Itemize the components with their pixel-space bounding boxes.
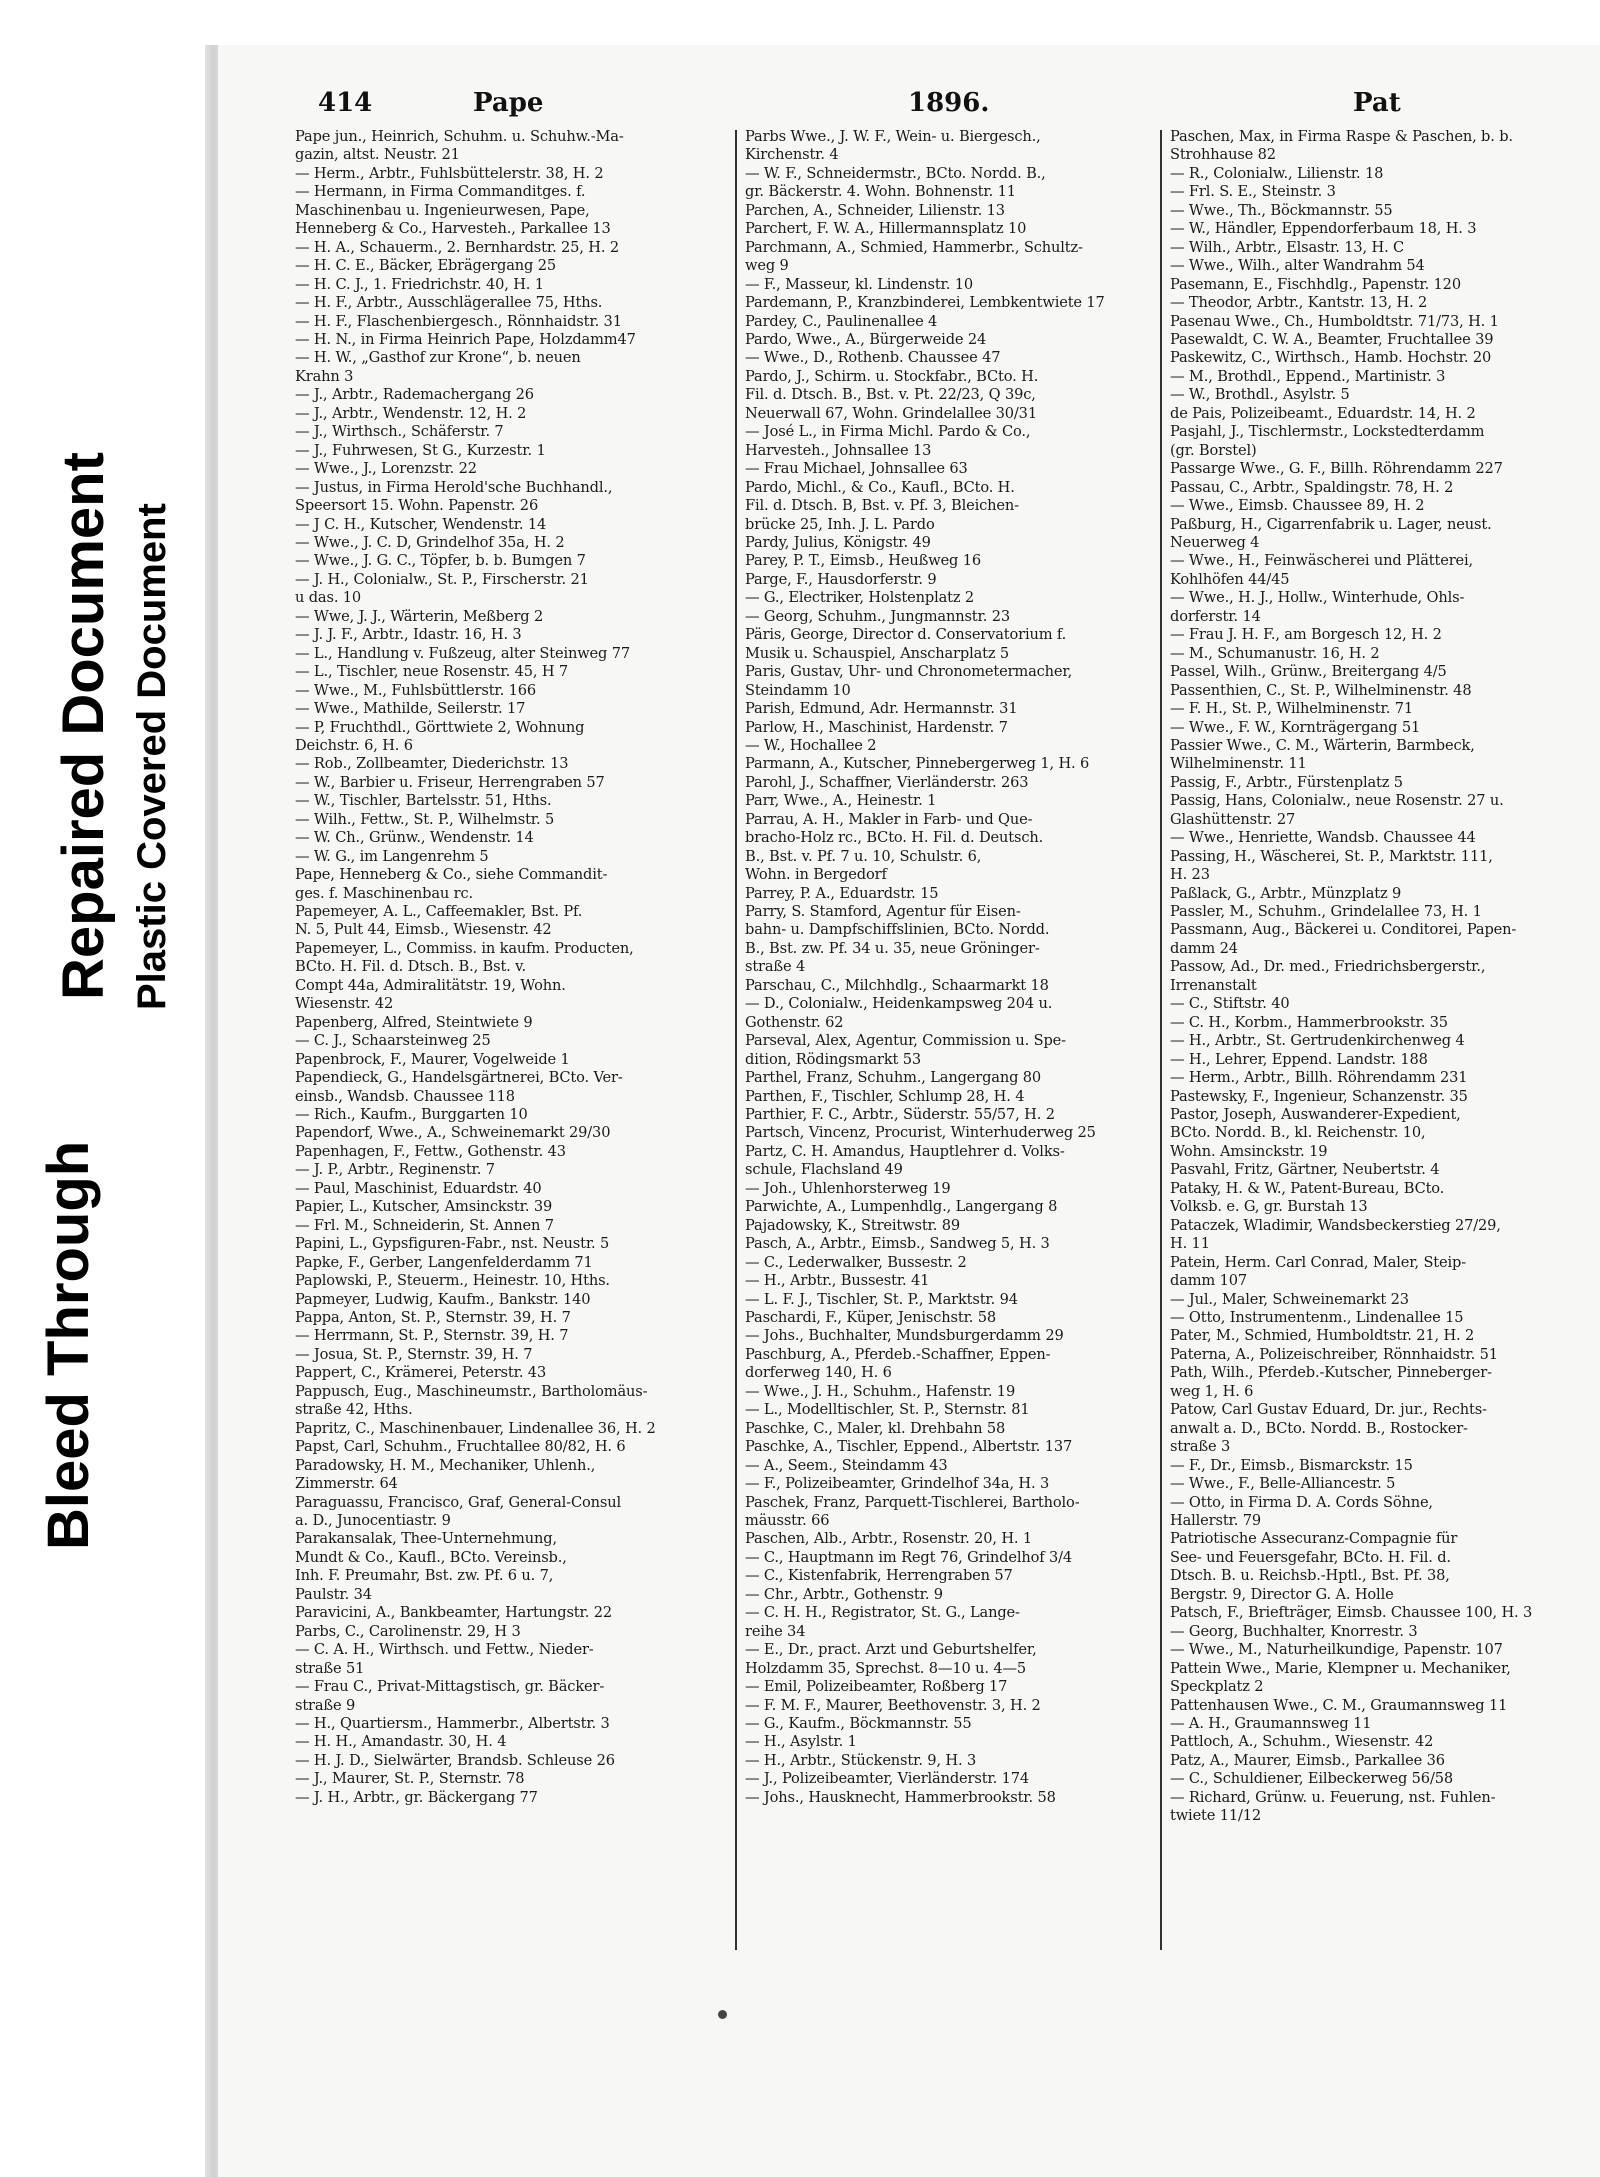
directory-entry-line: Pappusch, Eug., Maschineumstr., Bartholomäus- (295, 1382, 648, 1400)
directory-entry-line: Parseval, Alex, Agentur, Commission u. Spe- (745, 1032, 1066, 1050)
directory-entry-line: — Wilh., Arbtr., Elsastr. 13, H. C (1170, 238, 1405, 256)
directory-entry-line: Pape, Henneberg & Co., siehe Commandit- (295, 866, 608, 884)
directory-entry-line: Passing, H., Wäscherei, St. P., Marktstr. 111, (1170, 847, 1493, 865)
directory-entry-line: Papritz, C., Maschinenbauer, Lindenallee 36, H. 2 (295, 1419, 656, 1437)
directory-entry-line: Papemeyer, A. L., Caffeemakler, Bst. Pf. (295, 903, 583, 921)
directory-entry-line: — H., Arbtr., Stückenstr. 9, H. 3 (745, 1751, 977, 1769)
directory-entry-line: Wilhelminenstr. 11 (1170, 755, 1307, 773)
directory-entry-line: — L., Modelltischler, St. P., Sternstr. 81 (745, 1401, 1030, 1419)
directory-entry-line: — W., Händler, Eppendorferbaum 18, H. 3 (1170, 220, 1477, 238)
directory-entry-line: Pardey, C., Paulinenallee 4 (745, 312, 938, 330)
directory-entry-line: — H. F., Arbtr., Ausschlägerallee 75, Hths. (295, 294, 603, 312)
column-right (1170, 128, 1575, 1826)
directory-entry-line: Paßlack, G., Arbtr., Münzplatz 9 (1170, 884, 1402, 902)
directory-entry-line: — Wwe., M., Naturheilkundige, Papenstr. 107 (1170, 1641, 1503, 1659)
directory-entry-line: — H., Lehrer, Eppend. Landstr. 188 (1170, 1050, 1428, 1068)
directory-entry-line: Wiesenstr. 42 (295, 995, 394, 1013)
directory-entry-line: — C. H., Korbm., Hammerbrookstr. 35 (1170, 1013, 1448, 1031)
directory-entry-line: — Georg, Schuhm., Jungmannstr. 23 (745, 607, 1010, 625)
directory-entry-line: — H., Quartiersm., Hammerbr., Albertstr. 3 (295, 1714, 610, 1732)
directory-entry-line: — W., Barbier u. Friseur, Herrengraben 57 (295, 773, 605, 791)
directory-entry-line: Parthel, Franz, Schuhm., Langergang 80 (745, 1069, 1042, 1087)
directory-entry-line: — Frl. S. E., Steinstr. 3 (1170, 183, 1336, 201)
directory-entry-line: Passmann, Aug., Bäckerei u. Conditorei, Papen- (1170, 921, 1517, 939)
directory-entry-line: — Chr., Arbtr., Gothenstr. 9 (745, 1585, 943, 1603)
directory-entry-line: — Otto, Instrumentenm., Lindenallee 15 (1170, 1309, 1464, 1326)
directory-entry-line: de Pais, Polizeibeamt., Eduardstr. 14, H. 2 (1170, 404, 1476, 422)
directory-entry-line: bracho-Holz rc., BCto. H. Fil. d. Deutsch. (745, 829, 1044, 847)
directory-entry-line: Krahn 3 (295, 367, 354, 385)
directory-entry-line: — D., Colonialw., Heidenkampsweg 204 u. (745, 995, 1053, 1013)
directory-entry-line: — Georg, Buchhalter, Knorrestr. 3 (1170, 1622, 1418, 1640)
directory-entry-line: — J. P., Arbtr., Reginenstr. 7 (295, 1161, 495, 1179)
directory-entry-line: — H. C. J., 1. Friedrichstr. 40, H. 1 (295, 275, 544, 293)
directory-entry-line: Parry, S. Stamford, Agentur für Eisen- (745, 903, 1021, 921)
directory-entry-line: Parbs Wwe., J. W. F., Wein- u. Biergesch., (745, 128, 1041, 145)
directory-entry-line: — Paul, Maschinist, Eduardstr. 40 (295, 1179, 542, 1197)
directory-entry-line: Paschen, Max, in Firma Raspe & Paschen, b. b. (1170, 128, 1513, 145)
directory-entry-line: Holzdamm 35, Sprechst. 8—10 u. 4—5 (745, 1659, 1027, 1677)
directory-entry-line: — Wwe., H. J., Hollw., Winterhude, Ohls- (1170, 589, 1465, 607)
plastic-covered-stamp: Plastic Covered Document (130, 503, 174, 1010)
directory-entry-line: Speersort 15. Wohn. Papenstr. 26 (295, 497, 539, 515)
directory-entry-line: Volksb. e. G, gr. Burstah 13 (1170, 1198, 1368, 1216)
directory-entry-line: Parchmann, A., Schmied, Hammerbr., Schultz- (745, 238, 1083, 256)
directory-entry-line: Hallerstr. 79 (1170, 1511, 1261, 1529)
directory-entry-line: Pattein Wwe., Marie, Klempner u. Mechaniker, (1170, 1659, 1511, 1677)
directory-entry-line: Pater, M., Schmied, Humboldtstr. 21, H. 2 (1170, 1327, 1475, 1345)
directory-entry-line: Paschek, Franz, Parquett-Tischlerei, Bartholo- (745, 1493, 1080, 1511)
directory-entry-line: Path, Wilh., Pferdeb.-Kutscher, Pinneberger- (1170, 1364, 1492, 1382)
directory-entry-line: B., Bst. v. Pf. 7 u. 10, Schulstr. 6, (745, 847, 982, 865)
directory-entry-line: — J. H., Arbtr., gr. Bäckergang 77 (295, 1788, 538, 1806)
directory-entry-line: Passel, Wilh., Grünw., Breitergang 4/5 (1170, 663, 1447, 681)
directory-entry-line: — A., Seem., Steindamm 43 (745, 1456, 948, 1474)
directory-entry-line: — W. F., Schneidermstr., BCto. Nordd. B., (745, 164, 1046, 182)
directory-entry-line: Pasch, A., Arbtr., Eimsb., Sandweg 5, H. 3 (745, 1235, 1050, 1253)
directory-entry-line: See- und Feuersgefahr, BCto. H. Fil. d. (1170, 1548, 1451, 1566)
directory-entry-line: Wohn. in Bergedorf (745, 866, 887, 884)
directory-entry-line: Partsch, Vincenz, Procurist, Winterhuderweg 25 (745, 1124, 1096, 1142)
directory-entry-line: — Frau Michael, Johnsallee 63 (745, 460, 968, 478)
directory-entry-line: Glashüttenstr. 27 (1170, 810, 1296, 828)
directory-entry-line: Zimmerstr. 64 (295, 1475, 398, 1493)
directory-entry-line: Patz, A., Maurer, Eimsb., Parkallee 36 (1170, 1751, 1445, 1769)
directory-entry-line: dorferstr. 14 (1170, 607, 1261, 625)
directory-entry-line: — J., Wirthsch., Schäferstr. 7 (295, 423, 504, 441)
directory-entry-line: Irrenanstalt (1170, 976, 1257, 994)
directory-entry-line: — Hermann, in Firma Commanditges. f. (295, 183, 586, 201)
directory-entry-line: — Justus, in Firma Herold'sche Buchhandl., (295, 478, 613, 496)
directory-entry-line: Neuerweg 4 (1170, 533, 1260, 551)
directory-entry-line: — Jul., Maler, Schweinemarkt 23 (1170, 1290, 1409, 1308)
directory-entry-line: — Herm., Arbtr., Billh. Röhrendamm 231 (1170, 1069, 1468, 1087)
directory-entry-line: — L., Handlung v. Fußzeug, alter Steinweg 77 (295, 644, 630, 662)
directory-entry-line: — H., Arbtr., Bussestr. 41 (745, 1272, 930, 1290)
directory-entry-line: Musik u. Schauspiel, Anscharplatz 5 (745, 644, 1010, 662)
directory-entry-line: Papier, L., Kutscher, Amsinckstr. 39 (295, 1198, 553, 1216)
directory-entry-line: — Theodor, Arbtr., Kantstr. 13, H. 2 (1170, 294, 1428, 312)
directory-entry-line: Fil. d. Dtsch. B., Bst. v. Pt. 22/23, Q 39c, (745, 386, 1036, 404)
directory-entry-line: — C. J., Schaarsteinweg 25 (295, 1032, 491, 1050)
directory-entry-line: Pasjahl, J., Tischlermstr., Lockstedterdamm (1170, 423, 1485, 441)
directory-entry-line: Parrau, A. H., Makler in Farb- und Que- (745, 810, 1033, 828)
directory-entry-line: — J. H., Colonialw., St. P., Firscherstr. 21 (295, 570, 589, 588)
directory-entry-line: Paradowsky, H. M., Mechaniker, Uhlenh., (295, 1456, 596, 1474)
directory-entry-line: — H. J. D., Sielwärter, Brandsb. Schleuse 26 (295, 1751, 615, 1769)
directory-entry-line: — José L., in Firma Michl. Pardo & Co., (745, 423, 1031, 441)
directory-entry-line: Paschardi, F., Küper, Jenischstr. 58 (745, 1309, 997, 1326)
directory-entry-line: — Joh., Uhlenhorsterweg 19 (745, 1179, 951, 1197)
directory-entry-line: Partz, C. H. Amandus, Hauptlehrer d. Volks- (745, 1142, 1065, 1160)
directory-entry-line: Pardemann, P., Kranzbinderei, Lembkentwiete 17 (745, 294, 1105, 312)
directory-entry-line: Parbs, C., Carolinenstr. 29, H 3 (295, 1622, 521, 1640)
page-number: 414 (318, 88, 373, 118)
directory-entry-line: Pasenau Wwe., Ch., Humboldtstr. 71/73, H. 1 (1170, 312, 1499, 330)
directory-entry-line: — Otto, in Firma D. A. Cords Söhne, (1170, 1493, 1433, 1511)
directory-entry-line: BCto. Nordd. B., kl. Reichenstr. 10, (1170, 1124, 1426, 1142)
directory-entry-line: a. D., Junocentiastr. 9 (295, 1511, 451, 1529)
directory-entry-line: Parthier, F. C., Arbtr., Süderstr. 55/57, H. 2 (745, 1106, 1055, 1124)
directory-entry-line: — Rob., Zollbeamter, Diederichstr. 13 (295, 755, 569, 773)
directory-entry-line: Passig, F., Arbtr., Fürstenplatz 5 (1170, 773, 1403, 791)
directory-entry-line: — A. H., Graumannsweg 11 (1170, 1714, 1372, 1732)
directory-entry-line: Papenhagen, F., Fettw., Gothenstr. 43 (295, 1142, 566, 1160)
directory-entry-line: Pappert, C., Krämerei, Peterstr. 43 (295, 1364, 547, 1382)
directory-entry-line: Papendieck, G., Handelsgärtnerei, BCto. Ver- (295, 1069, 623, 1087)
left-keyword: Pape (473, 88, 544, 118)
directory-entry-line: — Frau C., Privat-Mittagstisch, gr. Bäcker- (295, 1678, 605, 1696)
directory-entry-line: gazin, altst. Neustr. 21 (295, 146, 460, 164)
directory-entry-line: — M., Brothdl., Eppend., Martinistr. 3 (1170, 367, 1446, 385)
directory-entry-line: — Wwe, J. J., Wärterin, Meßberg 2 (295, 607, 544, 625)
directory-entry-line: Pardy, Julius, Königstr. 49 (745, 533, 931, 551)
directory-entry-line: — F., Polizeibeamter, Grindelhof 34a, H. 3 (745, 1475, 1050, 1493)
directory-entry-line: — G., Electriker, Holstenplatz 2 (745, 589, 975, 607)
directory-entry-line: Pataczek, Wladimir, Wandsbeckerstieg 27/29, (1170, 1216, 1501, 1234)
directory-entry-line: Parschau, C., Milchhdlg., Schaarmarkt 18 (745, 976, 1049, 994)
directory-entry-line: — Wwe., F., Belle-Alliancestr. 5 (1170, 1475, 1396, 1493)
directory-entry-line: — M., Schumanustr. 16, H. 2 (1170, 644, 1380, 662)
directory-entry-line: — H. F., Flaschenbiergesch., Rönnhaidstr. 31 (295, 312, 622, 330)
directory-entry-line: — J., Arbtr., Wendenstr. 12, H. 2 (295, 404, 527, 422)
directory-entry-line: Paplowski, P., Steuerm., Heinestr. 10, Hths. (295, 1272, 610, 1290)
directory-entry-line: BCto. H. Fil. d. Dtsch. B., Bst. v. (295, 958, 527, 976)
directory-entry-line: — C., Schuldiener, Eilbeckerweg 56/58 (1170, 1770, 1453, 1788)
directory-entry-line: — C., Stiftstr. 40 (1170, 995, 1290, 1013)
directory-entry-line: Passow, Ad., Dr. med., Friedrichsbergerstr., (1170, 958, 1486, 976)
right-keyword: Pat (1353, 88, 1401, 118)
directory-entry-line: Dtsch. B. u. Reichsb.-Hptl., Bst. Pf. 38, (1170, 1567, 1450, 1585)
directory-entry-line: Parey, P. T., Eimsb., Heußweg 16 (745, 552, 982, 570)
directory-entry-line: Parr, Wwe., A., Heinestr. 1 (745, 792, 937, 810)
directory-entry-line: Papendorf, Wwe., A., Schweinemarkt 29/30 (295, 1124, 611, 1142)
directory-entry-line: — Johs., Hausknecht, Hammerbrookstr. 58 (745, 1788, 1056, 1806)
directory-entry-line: Pardo, Wwe., A., Bürgerweide 24 (745, 330, 987, 348)
directory-entry-line: einsb., Wandsb. Chaussee 118 (295, 1087, 515, 1105)
directory-entry-line: brücke 25, Inh. J. L. Pardo (745, 515, 935, 533)
directory-entry-line: — Wwe., J. C. D, Grindelhof 35a, H. 2 (295, 533, 565, 551)
directory-entry-line: Bergstr. 9, Director G. A. Holle (1170, 1585, 1394, 1603)
directory-entry-line: gr. Bäckerstr. 4. Wohn. Bohnenstr. 11 (745, 183, 1016, 201)
directory-entry-line: H. 11 (1170, 1235, 1210, 1253)
directory-entry-line: Patein, Herm. Carl Conrad, Maler, Steip- (1170, 1253, 1467, 1271)
directory-entry-line: Pasvahl, Fritz, Gärtner, Neubertstr. 4 (1170, 1161, 1440, 1179)
directory-entry-line: — E., Dr., pract. Arzt und Geburtshelfer, (745, 1641, 1037, 1659)
directory-entry-line: Paschburg, A., Pferdeb.-Schaffner, Eppen- (745, 1345, 1051, 1363)
directory-entry-line: — W. G., im Langenrehm 5 (295, 847, 489, 865)
directory-entry-line: — Wwe., J. G. C., Töpfer, b. b. Bumgen 7 (295, 552, 586, 570)
directory-entry-line: Kohlhöfen 44/45 (1170, 570, 1290, 588)
directory-entry-line: — W., Hochallee 2 (745, 736, 877, 754)
directory-entry-line: — Frau J. H. F., am Borgesch 12, H. 2 (1170, 626, 1442, 644)
directory-entry-line: — Herm., Arbtr., Fuhlsbüttelerstr. 38, H. 2 (295, 164, 604, 182)
directory-entry-line: — H. N., in Firma Heinrich Pape, Holzdamm47 (295, 330, 636, 348)
directory-entry-line: Pasemann, E., Fischhdlg., Papenstr. 120 (1170, 275, 1461, 293)
directory-entry-line: — L. F. J., Tischler, St. P., Marktstr. 94 (745, 1290, 1018, 1308)
bleed-through-stamp: Bleed Through (36, 1140, 101, 1550)
directory-entry-line: Henneberg & Co., Harvesteh., Parkallee 13 (295, 220, 611, 238)
directory-entry-line: — W., Tischler, Bartelsstr. 51, Hths. (295, 792, 552, 810)
directory-entry-line: twiete 11/12 (1170, 1807, 1262, 1825)
directory-entry-line: — H. W., „Gasthof zur Krone“, b. neuen (295, 349, 581, 367)
directory-entry-line: schule, Flachsland 49 (745, 1161, 903, 1179)
directory-entry-line: — P, Fruchthdl., Görttwiete 2, Wohnung (295, 718, 585, 736)
directory-entry-line: Paulstr. 34 (295, 1585, 372, 1603)
directory-entry-line: Strohhause 82 (1170, 146, 1276, 164)
directory-entry-line: Parmann, A., Kutscher, Pinnebergerweg 1, H. 6 (745, 755, 1090, 773)
directory-entry-line: Speckplatz 2 (1170, 1678, 1264, 1696)
directory-entry-line: weg 9 (745, 257, 789, 275)
directory-entry-line: Pasewaldt, C. W. A., Beamter, Fruchtallee 39 (1170, 330, 1494, 348)
directory-entry-line: Pappa, Anton, St. P., Sternstr. 39, H. 7 (295, 1309, 571, 1326)
directory-entry-line: Compt 44a, Admiralitätstr. 19, Wohn. (295, 976, 566, 994)
directory-entry-line: Passig, Hans, Colonialw., neue Rosenstr. 27 u. (1170, 792, 1504, 810)
directory-entry-line: Papke, F., Gerber, Langenfelderdamm 71 (295, 1253, 593, 1271)
directory-entry-line: Harvesteh., Johnsallee 13 (745, 441, 932, 459)
column-rule (1160, 130, 1162, 1950)
directory-entry-line: — Wwe., J. H., Schuhm., Hafenstr. 19 (745, 1382, 1016, 1400)
directory-entry-line: — L., Tischler, neue Rosenstr. 45, H 7 (295, 663, 569, 681)
directory-entry-line: Pape jun., Heinrich, Schuhm. u. Schuhw.-Ma- (295, 128, 624, 145)
directory-entry-line: — F., Dr., Eimsb., Bismarckstr. 15 (1170, 1456, 1413, 1474)
directory-entry-line: Papst, Carl, Schuhm., Fruchtallee 80/82, H. 6 (295, 1438, 626, 1456)
directory-entry-line: ges. f. Maschinenbau rc. (295, 884, 473, 902)
directory-entry-line: — J., Polizeibeamter, Vierländerstr. 174 (745, 1770, 1030, 1788)
directory-entry-line: Pardo, Michl., & Co., Kaufl., BCto. H. (745, 478, 1015, 496)
directory-entry-line: Passarge Wwe., G. F., Billh. Röhrendamm 227 (1170, 460, 1503, 478)
directory-entry-line: — Johs., Buchhalter, Mundsburgerdamm 29 (745, 1327, 1064, 1345)
directory-entry-line: N. 5, Pult 44, Eimsb., Wiesenstr. 42 (295, 921, 552, 939)
directory-entry-line: — H., Asylstr. 1 (745, 1733, 857, 1751)
directory-entry-line: — H., Arbtr., St. Gertrudenkirchenweg 4 (1170, 1032, 1465, 1050)
directory-entry-line: Pajadowsky, K., Streitwstr. 89 (745, 1216, 961, 1234)
directory-entry-line: Papmeyer, Ludwig, Kaufm., Bankstr. 140 (295, 1290, 591, 1308)
directory-entry-line: — C., Kistenfabrik, Herrengraben 57 (745, 1567, 1013, 1585)
directory-entry-line: Gothenstr. 62 (745, 1013, 844, 1031)
directory-entry-line: Pastewsky, F., Ingenieur, Schanzenstr. 35 (1170, 1087, 1468, 1105)
directory-entry-line: Paschke, C., Maler, kl. Drehbahn 58 (745, 1419, 1006, 1437)
directory-entry-line: Kirchenstr. 4 (745, 146, 839, 164)
directory-entry-line: — Emil, Polizeibeamter, Roßberg 17 (745, 1678, 1008, 1696)
directory-entry-line: Paris, Gustav, Uhr- und Chronometermacher, (745, 663, 1073, 681)
directory-entry-line: straße 4 (745, 958, 806, 976)
directory-entry-line: Parge, F., Hausdorferstr. 9 (745, 570, 937, 588)
directory-entry-line: — H. C. E., Bäcker, Ebrägergang 25 (295, 257, 556, 275)
directory-entry-line: — C. A. H., Wirthsch. und Fettw., Nieder- (295, 1641, 594, 1659)
directory-entry-line: Fil. d. Dtsch. B, Bst. v. Pf. 3, Bleichen- (745, 497, 1019, 515)
directory-entry-line: bahn- u. Dampfschiffslinien, BCto. Nordd. (745, 921, 1050, 939)
directory-entry-line: Papini, L., Gypsfiguren-Fabr., nst. Neustr. 5 (295, 1235, 610, 1253)
directory-entry-line: Paschen, Alb., Arbtr., Rosenstr. 20, H. 1 (745, 1530, 1033, 1548)
directory-entry-line: Pattenhausen Wwe., C. M., Graumannsweg 11 (1170, 1696, 1508, 1714)
directory-entry-line: Parchen, A., Schneider, Lilienstr. 13 (745, 201, 1005, 219)
directory-entry-line: — Wwe., Eimsb. Chaussee 89, H. 2 (1170, 497, 1425, 515)
directory-entry-line: — Wwe., Wilh., alter Wandrahm 54 (1170, 257, 1425, 275)
directory-entry-line: — J., Arbtr., Rademachergang 26 (295, 386, 534, 404)
directory-entry-line: Wohn. Amsinckstr. 19 (1170, 1142, 1328, 1160)
directory-entry-line: Papenberg, Alfred, Steintwiete 9 (295, 1013, 533, 1031)
directory-entry-line: Paterna, A., Polizeischreiber, Rönnhaidstr. 51 (1170, 1345, 1498, 1363)
directory-entry-line: straße 42, Hths. (295, 1401, 413, 1419)
scan-margin (0, 0, 215, 2177)
directory-entry-line: Pastor, Joseph, Auswanderer-Expedient, (1170, 1106, 1461, 1124)
directory-entry-line: — W. Ch., Grünw., Wendenstr. 14 (295, 829, 534, 847)
column-left (295, 128, 700, 1807)
directory-entry-line: — W., Brothdl., Asylstr. 5 (1170, 386, 1350, 404)
directory-entry-line: damm 107 (1170, 1272, 1248, 1290)
directory-entry-line: — Herrmann, St. P., Sternstr. 39, H. 7 (295, 1327, 569, 1345)
directory-entry-line: Parohl, J., Schaffner, Vierländerstr. 263 (745, 773, 1029, 791)
directory-entry-line: Parrey, P. A., Eduardstr. 15 (745, 884, 939, 902)
directory-entry-line: B., Bst. zw. Pf. 34 u. 35, neue Gröninger- (745, 939, 1040, 957)
directory-entry-line: Neuerwall 67, Wohn. Grindelallee 30/31 (745, 404, 1037, 422)
directory-entry-line: (gr. Borstel) (1170, 441, 1257, 459)
directory-entry-line: — C. H. H., Registrator, St. G., Lange- (745, 1604, 1020, 1622)
column-middle (745, 128, 1150, 1807)
directory-entry-line: Inh. F. Preumahr, Bst. zw. Pf. 6 u. 7, (295, 1567, 554, 1585)
directory-entry-line: — Wilh., Fettw., St. P., Wilhelmstr. 5 (295, 810, 555, 828)
directory-entry-line: reihe 34 (745, 1622, 806, 1640)
directory-entry-line: Papemeyer, L., Commiss. in kaufm. Producten, (295, 939, 634, 957)
directory-entry-line: — J., Maurer, St. P., Sternstr. 78 (295, 1770, 525, 1788)
directory-entry-line: — Wwe., Henriette, Wandsb. Chaussee 44 (1170, 829, 1476, 847)
directory-entry-line: — C., Hauptmann im Regt 76, Grindelhof 3/4 (745, 1548, 1073, 1566)
directory-entry-line: — Richard, Grünw. u. Feuerung, nst. Fuhlen- (1170, 1788, 1496, 1806)
directory-entry-line: — Rich., Kaufm., Burggarten 10 (295, 1106, 528, 1124)
year: 1896. (908, 88, 990, 118)
directory-entry-line: Patsch, F., Briefträger, Eimsb. Chaussee 100, H. 3 (1170, 1604, 1533, 1622)
directory-entry-line: — Wwe., F. W., Kornträgergang 51 (1170, 718, 1421, 736)
directory-entry-line: — J. J. F., Arbtr., Idastr. 16, H. 3 (295, 626, 522, 644)
directory-entry-line: Passler, M., Schuhm., Grindelallee 73, H. 1 (1170, 903, 1482, 921)
directory-entry-line: Pardo, J., Schirm. u. Stockfabr., BCto. H. (745, 367, 1039, 385)
directory-entry-line: anwalt a. D., BCto. Nordd. B., Rostocker- (1170, 1419, 1468, 1437)
directory-entry-line: — R., Colonialw., Lilienstr. 18 (1170, 164, 1384, 182)
directory-entry-line: — F., Masseur, kl. Lindenstr. 10 (745, 275, 974, 293)
directory-entry-line: mäusstr. 66 (745, 1511, 830, 1529)
directory-entry-line: Parthen, F., Tischler, Schlump 28, H. 4 (745, 1087, 1025, 1105)
directory-entry-line: dition, Rödingsmarkt 53 (745, 1050, 922, 1068)
page-dot (718, 2010, 727, 2019)
directory-entry-line: — C., Lederwalker, Bussestr. 2 (745, 1253, 967, 1271)
directory-entry-line: Maschinenbau u. Ingenieurwesen, Pape, (295, 201, 590, 219)
directory-entry-line: Steindamm 10 (745, 681, 851, 699)
directory-entry-line: Paßburg, H., Cigarrenfabrik u. Lager, neust. (1170, 515, 1492, 533)
directory-entry-line: — Wwe., Mathilde, Seilerstr. 17 (295, 700, 526, 718)
directory-entry-line: — Wwe., Th., Böckmannstr. 55 (1170, 201, 1393, 219)
directory-entry-line: Paravicini, A., Bankbeamter, Hartungstr. 22 (295, 1604, 612, 1622)
directory-entry-line: straße 51 (295, 1659, 365, 1677)
directory-entry-line: Papenbrock, F., Maurer, Vogelweide 1 (295, 1050, 570, 1068)
directory-entry-line: Passau, C., Arbtr., Spaldingstr. 78, H. 2 (1170, 478, 1454, 496)
directory-entry-line: Parakansalak, Thee-Unternehmung, (295, 1530, 557, 1548)
page-header (318, 88, 1538, 124)
directory-entry-line: — J C. H., Kutscher, Wendenstr. 14 (295, 515, 547, 533)
directory-entry-line: — Wwe., D., Rothenb. Chaussee 47 (745, 349, 1001, 367)
directory-entry-line: Parchert, F. W. A., Hillermannsplatz 10 (745, 220, 1027, 238)
repaired-document-stamp: Repaired Document (51, 452, 116, 1000)
directory-entry-line: — H. H., Amandastr. 30, H. 4 (295, 1733, 507, 1751)
directory-entry-line: Mundt & Co., Kaufl., BCto. Vereinsb., (295, 1548, 567, 1566)
directory-entry-line: dorferweg 140, H. 6 (745, 1364, 892, 1382)
directory-entry-line: — Wwe., H., Feinwäscherei und Plätterei, (1170, 552, 1474, 570)
column-rule (735, 130, 737, 1950)
directory-entry-line: straße 9 (295, 1696, 356, 1714)
directory-entry-line: — Wwe., M., Fuhlsbüttlerstr. 166 (295, 681, 537, 699)
directory-entry-line: Parlow, H., Maschinist, Hardenstr. 7 (745, 718, 1008, 736)
directory-entry-line: Paskewitz, C., Wirthsch., Hamb. Hochstr. 20 (1170, 349, 1492, 367)
directory-entry-line: Pataky, H. & W., Patent-Bureau, BCto. (1170, 1179, 1445, 1197)
directory-entry-line: — G., Kaufm., Böckmannstr. 55 (745, 1714, 972, 1732)
directory-entry-line: — F. H., St. P., Wilhelminenstr. 71 (1170, 700, 1413, 718)
directory-entry-line: u das. 10 (295, 589, 362, 607)
directory-entry-line: Päris, George, Director d. Conservatorium f. (745, 626, 1067, 644)
directory-entry-line: Patriotische Assecuranz-Compagnie für (1170, 1530, 1458, 1548)
directory-entry-line: weg 1, H. 6 (1170, 1382, 1254, 1400)
directory-entry-line: Patow, Carl Gustav Eduard, Dr. jur., Rechts- (1170, 1401, 1487, 1419)
directory-entry-line: Parish, Edmund, Adr. Hermannstr. 31 (745, 700, 1018, 718)
directory-entry-line: Deichstr. 6, H. 6 (295, 736, 413, 754)
directory-entry-line: damm 24 (1170, 939, 1238, 957)
directory-entry-line: Pattloch, A., Schuhm., Wiesenstr. 42 (1170, 1733, 1434, 1751)
directory-entry-line: Paschke, A., Tischler, Eppend., Albertstr. 137 (745, 1438, 1073, 1456)
directory-entry-line: — Josua, St. P., Sternstr. 39, H. 7 (295, 1345, 533, 1363)
directory-entry-line: Parwichte, A., Lumpenhdlg., Langergang 8 (745, 1198, 1058, 1216)
directory-entry-line: — H. A., Schauerm., 2. Bernhardstr. 25, H. 2 (295, 238, 619, 256)
directory-entry-line: Passier Wwe., C. M., Wärterin, Barmbeck, (1170, 736, 1475, 754)
directory-entry-line: — F. M. F., Maurer, Beethovenstr. 3, H. 2 (745, 1696, 1041, 1714)
directory-entry-line: — J., Fuhrwesen, St G., Kurzestr. 1 (295, 441, 546, 459)
directory-entry-line: — Frl. M., Schneiderin, St. Annen 7 (295, 1216, 554, 1234)
directory-entry-line: Passenthien, C., St. P., Wilhelminenstr. 48 (1170, 681, 1472, 699)
directory-entry-line: — Wwe., J., Lorenzstr. 22 (295, 460, 477, 478)
directory-entry-line: H. 23 (1170, 866, 1210, 884)
directory-entry-line: Paraguassu, Francisco, Graf, General-Consul (295, 1493, 621, 1511)
directory-entry-line: straße 3 (1170, 1438, 1231, 1456)
